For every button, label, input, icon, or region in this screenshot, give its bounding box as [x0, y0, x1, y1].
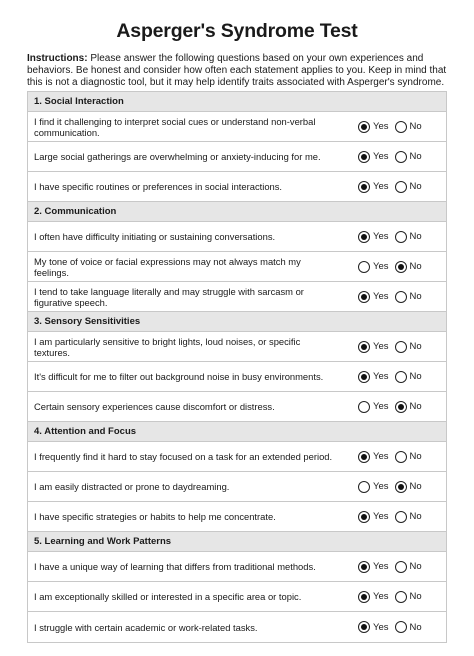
radio-dot-icon: [361, 514, 367, 520]
radio-no[interactable]: [395, 511, 407, 523]
option-no[interactable]: [395, 451, 422, 463]
radio-dot-icon: [361, 594, 367, 600]
option-no-label: No: [409, 591, 422, 602]
option-no[interactable]: [395, 591, 422, 603]
radio-yes[interactable]: [358, 371, 370, 383]
question-row: [28, 282, 446, 312]
option-yes-label: Yes: [373, 231, 389, 242]
radio-no[interactable]: [395, 621, 407, 633]
option-yes-label: Yes: [373, 481, 389, 492]
radio-no[interactable]: [395, 371, 407, 383]
answer-options: [358, 612, 428, 642]
radio-yes[interactable]: [358, 591, 370, 603]
answer-options: [358, 362, 428, 391]
question-row: [28, 582, 446, 612]
option-no-label: No: [409, 621, 422, 633]
option-yes[interactable]: [358, 371, 389, 383]
option-no-label: No: [409, 181, 422, 192]
option-yes[interactable]: [358, 181, 389, 193]
question-row: [28, 502, 446, 532]
question-text: I have specific routines or preferences in social interactions.: [34, 181, 283, 192]
option-yes-label: Yes: [373, 291, 389, 302]
section-heading: 3. Sensory Sensitivities: [28, 312, 446, 332]
radio-no[interactable]: [395, 291, 407, 303]
radio-yes[interactable]: [358, 451, 370, 463]
answer-options: [358, 582, 428, 611]
question-row: [28, 472, 446, 502]
option-yes[interactable]: [358, 621, 389, 633]
question-row: [28, 392, 446, 422]
question-row: [28, 612, 446, 642]
option-no-label: No: [409, 481, 422, 492]
option-no-label: No: [409, 341, 422, 352]
option-yes[interactable]: [358, 591, 389, 603]
option-yes-label: Yes: [373, 341, 389, 352]
option-yes-label: Yes: [373, 621, 389, 633]
option-yes[interactable]: [358, 121, 389, 133]
radio-dot-icon: [361, 344, 367, 350]
section-heading: 5. Learning and Work Patterns: [28, 532, 446, 552]
radio-dot-icon: [361, 374, 367, 380]
answer-options: [358, 282, 428, 311]
option-no[interactable]: [395, 121, 422, 133]
question-row: [28, 142, 446, 172]
radio-no[interactable]: [395, 451, 407, 463]
option-yes[interactable]: [358, 451, 389, 463]
option-no[interactable]: [395, 181, 422, 193]
option-yes[interactable]: [358, 341, 389, 353]
question-row: [28, 112, 446, 142]
radio-no[interactable]: [395, 151, 407, 163]
option-yes[interactable]: [358, 511, 389, 523]
answer-options: [358, 252, 428, 281]
option-yes-label: Yes: [373, 561, 389, 572]
radio-no[interactable]: [395, 261, 407, 273]
question-text: I often have difficulty initiating or sustaining conversations.: [34, 231, 276, 242]
option-no[interactable]: [395, 511, 422, 523]
radio-yes[interactable]: [358, 151, 370, 163]
option-yes[interactable]: [358, 151, 389, 163]
section-heading: 2. Communication: [28, 202, 446, 222]
radio-yes[interactable]: [358, 291, 370, 303]
radio-dot-icon: [398, 484, 404, 490]
radio-dot-icon: [398, 404, 404, 410]
radio-yes[interactable]: [358, 621, 370, 633]
option-no-label: No: [409, 561, 422, 572]
radio-no[interactable]: [395, 481, 407, 493]
answer-options: [358, 502, 428, 531]
radio-no[interactable]: [395, 401, 407, 413]
question-text: Certain sensory experiences cause discomfort or distress.: [34, 401, 275, 412]
option-no[interactable]: [395, 401, 422, 413]
option-no[interactable]: [395, 341, 422, 353]
option-no[interactable]: [395, 561, 422, 573]
question-row: [28, 552, 446, 582]
radio-yes[interactable]: [358, 511, 370, 523]
option-no[interactable]: [395, 291, 422, 303]
option-no-label: No: [409, 511, 422, 522]
option-yes-label: Yes: [373, 121, 389, 132]
question-row: [28, 172, 446, 202]
question-text: Large social gatherings are overwhelming or anxiety-inducing for me.: [34, 151, 321, 162]
option-yes[interactable]: [358, 481, 389, 493]
question-text: I find it challenging to interpret social cues or understand non-verbal communication.: [34, 115, 316, 138]
question-row: [28, 222, 446, 252]
radio-yes[interactable]: [358, 401, 370, 413]
radio-dot-icon: [361, 454, 367, 460]
option-no[interactable]: [395, 371, 422, 383]
question-text: It's difficult for me to filter out background noise in busy environments.: [34, 371, 324, 382]
option-yes[interactable]: [358, 231, 389, 243]
answer-options: [358, 392, 428, 421]
question-text: I struggle with certain academic or work-related tasks.: [34, 621, 258, 633]
radio-no[interactable]: [395, 341, 407, 353]
answer-options: [358, 112, 428, 141]
question-row: [28, 252, 446, 282]
option-no[interactable]: [395, 231, 422, 243]
option-no-label: No: [409, 451, 422, 462]
radio-dot-icon: [361, 294, 367, 300]
instructions-text: Please answer the following questions based on your own experiences and behaviors. Be honest and consider how often each statement applies to you. Keep in mind that this is not a diagnostic tool, but it may help identify traits associated with Asperger's syndrome.: [27, 53, 447, 88]
question-text: I have specific strategies or habits to help me concentrate.: [34, 511, 276, 522]
question-text: I am easily distracted or prone to daydreaming.: [34, 481, 230, 492]
option-yes[interactable]: [358, 401, 389, 413]
radio-yes[interactable]: [358, 481, 370, 493]
radio-yes[interactable]: [358, 561, 370, 573]
page-title: Asperger's Syndrome Test: [116, 20, 358, 42]
radio-yes[interactable]: [358, 231, 370, 243]
option-no[interactable]: [395, 261, 422, 273]
answer-options: [358, 552, 428, 581]
radio-no[interactable]: [395, 181, 407, 193]
question-text: I am exceptionally skilled or interested in a specific area or topic.: [34, 591, 302, 602]
radio-yes[interactable]: [358, 261, 370, 273]
radio-dot-icon: [398, 264, 404, 270]
answer-options: [358, 142, 428, 171]
radio-yes[interactable]: [358, 341, 370, 353]
radio-dot-icon: [361, 564, 367, 570]
radio-no[interactable]: [395, 231, 407, 243]
question-text: My tone of voice or facial expressions may not always match my feelings.: [34, 255, 301, 278]
radio-yes[interactable]: [358, 181, 370, 193]
option-yes-label: Yes: [373, 261, 389, 272]
option-no[interactable]: [395, 151, 422, 163]
option-no-label: No: [409, 261, 422, 272]
radio-dot-icon: [361, 624, 367, 630]
option-yes[interactable]: [358, 561, 389, 573]
answer-options: [358, 442, 428, 471]
radio-dot-icon: [361, 124, 367, 130]
option-no-label: No: [409, 121, 422, 132]
option-yes-label: Yes: [373, 401, 389, 412]
radio-yes[interactable]: [358, 121, 370, 133]
question-row: [28, 362, 446, 392]
instructions: [27, 53, 449, 89]
option-yes[interactable]: [358, 261, 389, 273]
question-text: I have a unique way of learning that differs from traditional methods.: [34, 561, 316, 572]
option-yes-label: Yes: [373, 371, 389, 382]
question-text: I am particularly sensitive to bright lights, loud noises, or specific textures.: [34, 335, 301, 358]
option-no[interactable]: [395, 621, 422, 633]
option-yes[interactable]: [358, 291, 389, 303]
question-row: [28, 442, 446, 472]
radio-no[interactable]: [395, 121, 407, 133]
radio-no[interactable]: [395, 561, 407, 573]
radio-dot-icon: [361, 234, 367, 240]
answer-options: [358, 222, 428, 251]
option-no[interactable]: [395, 481, 422, 493]
answer-options: [358, 472, 428, 501]
section-heading: 4. Attention and Focus: [28, 422, 446, 442]
option-no-label: No: [409, 371, 422, 382]
section-heading: 1. Social Interaction: [28, 92, 446, 112]
answer-options: [358, 172, 428, 201]
answer-options: [358, 332, 428, 361]
radio-dot-icon: [361, 184, 367, 190]
question-text: I frequently find it hard to stay focused on a task for an extended period.: [34, 451, 333, 462]
option-no-label: No: [409, 291, 422, 302]
option-yes-label: Yes: [373, 591, 389, 602]
question-row: [28, 332, 446, 362]
questionnaire-table: [27, 91, 447, 643]
question-text: I tend to take language literally and may struggle with sarcasm or figurative speech.: [34, 285, 304, 308]
radio-no[interactable]: [395, 591, 407, 603]
radio-dot-icon: [361, 154, 367, 160]
option-yes-label: Yes: [373, 181, 389, 192]
option-yes-label: Yes: [373, 451, 389, 462]
option-no-label: No: [409, 151, 422, 162]
option-yes-label: Yes: [373, 511, 389, 522]
option-yes-label: Yes: [373, 151, 389, 162]
option-no-label: No: [409, 401, 422, 412]
option-no-label: No: [409, 231, 422, 242]
instructions-label: Instructions:: [27, 53, 88, 64]
